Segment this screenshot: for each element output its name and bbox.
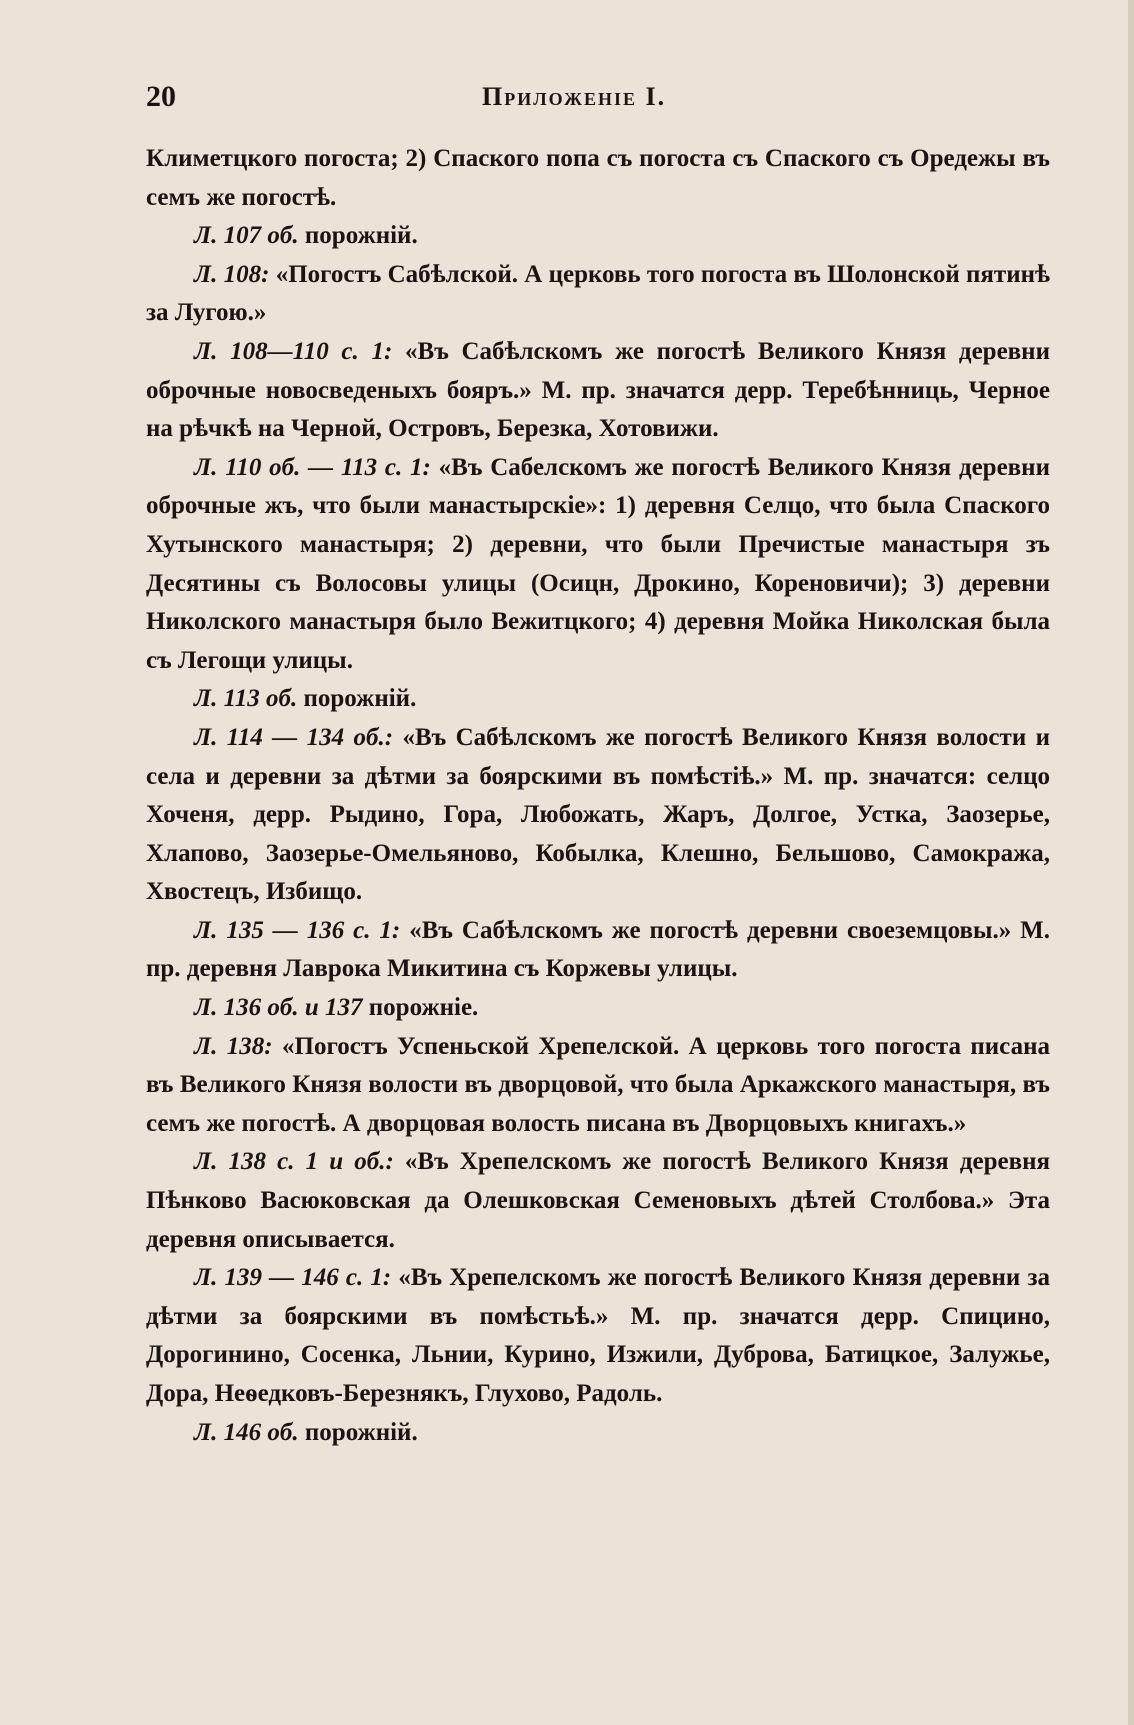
- paragraph-4: [146, 449, 1050, 681]
- folio-ref: Л. 110 об. — 113 с. 1:: [194, 453, 431, 481]
- paragraph-text: «Въ Сабѣлскомъ же погостѣ Великого Князя волости и села и деревни за дѣтми за боярскими въ помѣстіѣ.» М. пр. значатся: селцо Хоченя, дерр. Рыдино, Гора, Любожать, Жаръ, Долгое, Устка, Заозерье, Хлапово, Заозерье-Омельяново, Кобылка, Клешно, Бельшово, Самокража, Хвостецъ, Избищо.: [146, 723, 1050, 906]
- paragraph-text: «Погостъ Сабѣлской. А церковь того погоста въ Шолонской пятинѣ за Лугою.»: [146, 260, 1051, 327]
- paragraph-8: [146, 989, 1050, 1028]
- paragraph-text: порожніе.: [362, 994, 479, 1022]
- paragraph-2: [146, 256, 1050, 333]
- paragraph-11: [146, 1259, 1050, 1413]
- paragraph-10: [146, 1143, 1050, 1259]
- folio-ref: Л. 114 — 134 об.:: [194, 723, 394, 751]
- folio-ref: Л. 139 — 146 с. 1:: [194, 1264, 392, 1292]
- running-head: Приложеніе I.: [482, 82, 667, 111]
- paragraph-3: [146, 333, 1050, 449]
- paragraph-text: порожній.: [298, 1418, 418, 1446]
- paragraph-text: «Въ Сабѣлскомъ же погостѣ деревни своеземцовы.» М. пр. деревня Лаврока Микитина съ Коржевы улицы.: [146, 916, 1051, 983]
- folio-ref: Л. 113 об.: [194, 685, 298, 713]
- paragraph-6: [146, 719, 1050, 912]
- paragraph-text: порожній.: [297, 685, 417, 713]
- paragraph-text: «Въ Хрепелскомъ же погостѣ Великого Князя деревня Пѣнково Васюковская да Олешковская Семеновыхъ дѣтей Столбова.» Эта деревня описывается.: [146, 1148, 1050, 1253]
- page-number: 20: [146, 80, 176, 113]
- folio-ref: Л. 135 — 136 с. 1:: [194, 916, 401, 944]
- paragraph-12: [146, 1414, 1050, 1453]
- paragraph-1: [146, 217, 1050, 256]
- folio-ref: Л. 108:: [194, 260, 270, 288]
- paragraph-text: Климетцкого погоста; 2) Спаского попа съ погоста съ Спаского съ Оредежы въ семъ же погостѣ.: [146, 145, 1050, 211]
- folio-ref: Л. 108—110 с. 1:: [194, 337, 393, 365]
- paragraph-text: порожній.: [298, 222, 418, 250]
- paragraph-5: [146, 680, 1050, 719]
- paragraph-9: [146, 1028, 1050, 1144]
- folio-ref: Л. 138:: [194, 1032, 273, 1060]
- folio-ref: Л. 107 об.: [194, 222, 299, 250]
- paragraph-text: «Въ Сабелскомъ же погостѣ Великого Князя деревни оброчные жъ, что были манастырскіе»: 1) деревня Селцо, что была Спаского Хутынского манастыря; 2) деревни, что были Пречистые манастыря зъ Десятины съ Волосовы улицы (Осицн, Дрокино, Кореновичи); 3) деревни Николского манастыря было Вежитцкого; 4) деревня Мойка Николская была съ Легощи улицы.: [146, 453, 1050, 674]
- folio-ref: Л. 138 с. 1 и об.:: [194, 1148, 394, 1176]
- folio-ref: Л. 146 об.: [194, 1418, 299, 1446]
- paragraph-7: [146, 912, 1050, 989]
- scan-edge: [1128, 0, 1134, 1725]
- paragraph-text: «Въ Сабѣлскомъ же погостѣ Великого Князя деревни оброчные новосведеныхъ бояръ.» М. пр. значатся дерр. Теребѣнниць, Черное на рѣчкѣ на Черной, Островъ, Березка, Хотовижи.: [146, 337, 1050, 443]
- paragraph-0: [146, 140, 1050, 217]
- paragraph-text: «Въ Хрепелскомъ же погостѣ Великого Князя деревни за дѣтми за боярскими въ помѣстьѣ.» М. пр. значатся дерр. Спицино, Дорогинино, Сосенка, Льнии, Курино, Изжили, Дуброва, Батицкое, Залужье, Дора, Неѳедковъ-Березнякъ, Глухово, Радоль.: [146, 1264, 1050, 1407]
- text-block: [146, 140, 1050, 1452]
- page-header: [146, 78, 1050, 128]
- paragraph-text: «Погостъ Успеньской Хрепелской. А церковь того погоста писана въ Великого Князя волости въ дворцовой, что была Аркажского манастыря, въ семъ же погостѣ. А дворцовая волость писана въ Дворцовыхъ книгахъ.»: [146, 1032, 1050, 1137]
- folio-ref: Л. 136 об. и 137: [194, 994, 363, 1022]
